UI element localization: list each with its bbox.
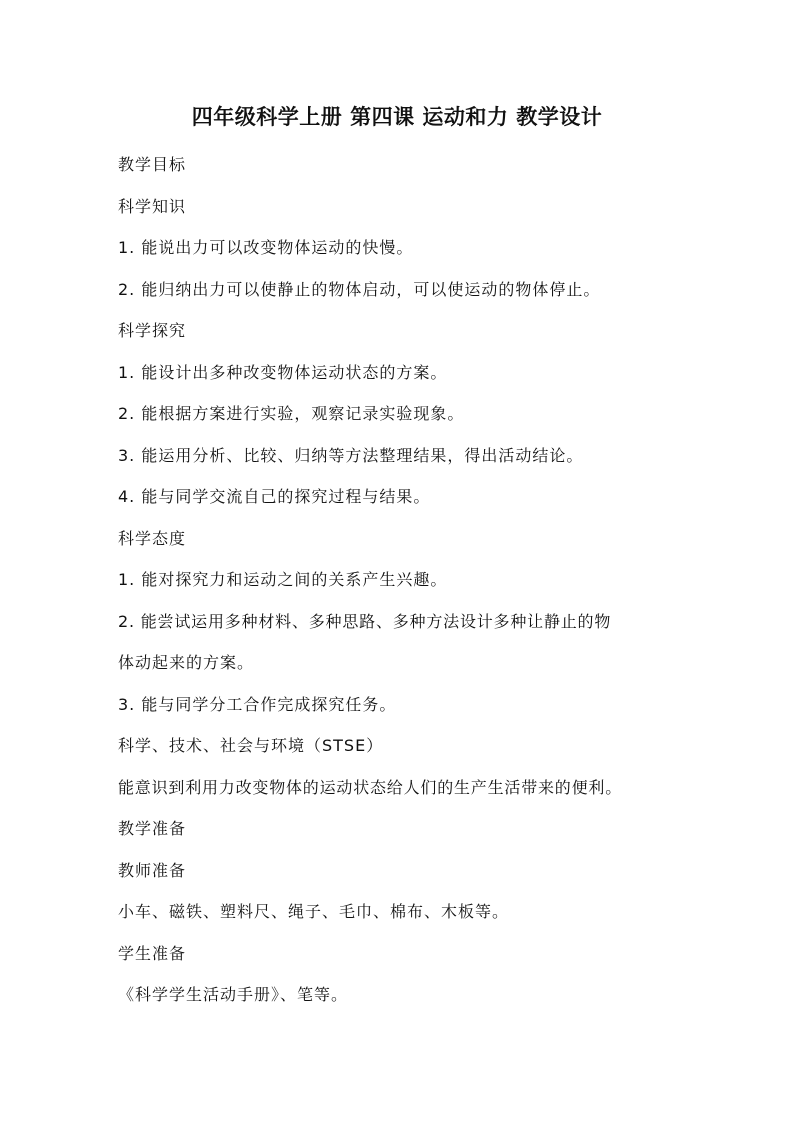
- heading-teaching-goals: 教学目标: [118, 155, 187, 174]
- attitude-item-2: 2. 能尝试运用多种材料、多种思路、多种方法设计多种让静止的物: [118, 611, 612, 631]
- knowledge-item-2: 2. 能归纳出力可以使静止的物体启动，可以使运动的物体停止。: [118, 279, 601, 299]
- knowledge-item-1: 1. 能说出力可以改变物体运动的快慢。: [118, 238, 414, 257]
- inquiry-item-2: 2. 能根据方案进行实验，观察记录实验现象。: [118, 404, 465, 423]
- teacher-materials: 小车、磁铁、塑料尺、绳子、毛巾、棉布、木板等。: [118, 902, 510, 921]
- inquiry-item-3: 3. 能运用分析、比较、归纳等方法整理结果，得出活动结论。: [118, 445, 584, 465]
- document-body: [118, 144, 718, 1016]
- attitude-item-1: 1. 能对探究力和运动之间的关系产生兴趣。: [118, 570, 448, 589]
- inquiry-item-1: 1. 能设计出多种改变物体运动状态的方案。: [118, 362, 448, 382]
- subheading-stse: 科学、技术、社会与环境（STSE）: [118, 736, 384, 755]
- heading-teaching-preparation: 教学准备: [118, 819, 187, 838]
- stse-item: 能意识到利用力改变物体的运动状态给人们的生产生活带来的便利。: [118, 777, 623, 797]
- subheading-student-preparation: 学生准备: [118, 943, 187, 963]
- attitude-item-2-continued: 体动起来的方案。: [118, 653, 255, 672]
- subheading-science-inquiry: 科学探究: [118, 321, 187, 340]
- student-materials: 《科学学生活动手册》、笔等。: [118, 985, 349, 1004]
- inquiry-item-4: 4. 能与同学交流自己的探究过程与结果。: [118, 487, 431, 506]
- subheading-teacher-preparation: 教师准备: [118, 860, 187, 880]
- subheading-science-knowledge: 科学知识: [118, 196, 187, 216]
- attitude-item-3: 3. 能与同学分工合作完成探究任务。: [118, 694, 397, 714]
- document-title: 四年级科学上册 第四课 运动和力 教学设计: [191, 105, 603, 129]
- subheading-science-attitude: 科学态度: [118, 528, 187, 548]
